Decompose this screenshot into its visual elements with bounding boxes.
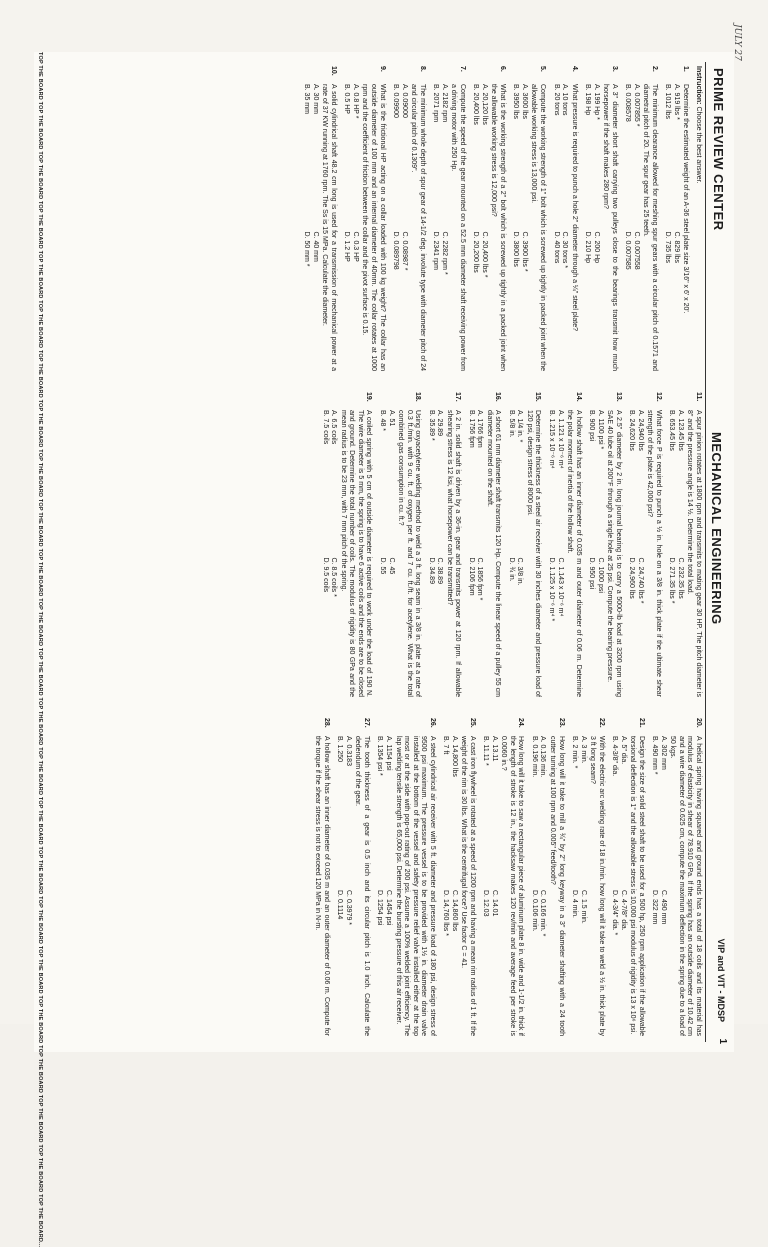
page-number: 1: [717, 1038, 728, 1044]
answer-choices: [481, 736, 498, 1036]
question-text: A 2.5" diameter by 2 in. long journal bearing is to carry a 5000-lb load at 3200 rpm using SAE 40 lube oil at 200°F through a single hole at 25 psi. Compute the bearing pressure.: [606, 410, 622, 697]
answer-choice: D. 40 tons: [552, 231, 560, 264]
answer-choice: D. 735 lbs: [664, 231, 672, 264]
answer-choice: C. 0.08987 *: [400, 231, 408, 271]
answer-choice: D. 2341 rpm: [432, 231, 440, 271]
answer-choice: D. 322 mm: [651, 890, 659, 925]
answer-choice: C. 14,860 lbs: [450, 890, 458, 932]
answer-choice: A. 1100 psi *: [596, 410, 604, 450]
answer-choice: A. 5" dia.: [619, 736, 627, 765]
question-text: Determine the thickness of a steel air receiver with 30 inches diameter and pressure load of 120 psi, design stress of 8000 psi.: [525, 410, 542, 697]
answer-choice: C. 30 tons *: [561, 231, 569, 269]
answer-choices: [320, 410, 337, 697]
question-body: [570, 736, 605, 1036]
question-number: 7.: [458, 66, 466, 72]
answer-choice: C. 0.166 min. *: [539, 890, 547, 937]
answer-choice: D. 24,960 lbs: [628, 557, 636, 599]
question-number: 17.: [454, 392, 462, 402]
question-item: [441, 718, 476, 1036]
answer-choice: D. 12.03: [482, 890, 490, 917]
question-text: A 2 in. solid shaft is driven by a 36-in. gear and transmits power at 120 rpm. If allowable shearing stress is 12 ksi, what horsepower can be transmitted?: [445, 410, 462, 697]
question-number: 28.: [322, 718, 330, 728]
answer-choice: A. 0.09000: [400, 84, 408, 118]
answer-choice: A. 1766 fpm: [476, 410, 484, 448]
column-2: [315, 392, 702, 697]
answer-choices: [377, 410, 394, 697]
question-number: 15.: [534, 392, 542, 402]
question-text: A short 61 mm diameter shaft transmits 120 Hp. Compute the linear speed of a pulley 55 cm diameter mounted on the shaft.: [485, 410, 502, 697]
question-item: [650, 718, 702, 1036]
question-text: The tooth thickness of a gear is 0.5 inch and its circular pitch is 1.0 inch. Calculate the dedendum of the gear.: [354, 736, 370, 1036]
question-item: [551, 66, 578, 371]
question-number: 25.: [468, 718, 476, 728]
answer-choice: C. 0.3 HP: [351, 231, 359, 262]
question-body: [377, 410, 421, 697]
question-body: [391, 84, 426, 371]
question-text: With the electric arc welding rate of 18 in./min. how long will it take to weld a ½ in. thick plate by 3 ft long seam?: [589, 736, 605, 1036]
answer-choices: [506, 410, 523, 697]
question-item: [377, 392, 421, 697]
answer-choice: C. 20,400 lbs *: [480, 231, 488, 278]
answer-choices: [466, 410, 483, 697]
answer-choice: A. 13.11: [490, 736, 498, 762]
answer-choice: A. 6.5 coils: [330, 410, 338, 445]
answer-choice: D. 14,760 lbs *: [442, 890, 450, 936]
question-text: Design the size of solid steel shaft to be used for a 500 hp, 250 rpm application if the allowable torsional deflection is 1° and the allowable stress is 10,000 psi modulus of rigidity is 13 x 10⁶ psi.: [629, 736, 645, 1036]
answer-choice: C. 200 Hp: [592, 231, 600, 264]
footer-banner: TOP THE BOARD TOP THE BOARD TOP THE BOARD TOP THE BOARD TOP THE BOARD TOP THE BOARD TOP THE BOARD TOP THE BOARD TOP THE BOARD TOP THE BOARD TOP THE BOARD TOP THE BOARD TOP THE BOARD TOP THE BOARD TOP THE BOARD TOP THE BOARD TOP THE BOARD TOP THE BOARD TOP THE BOARD TOP THE BOARD TOP THE BOARD TOP THE BOARD TOP THE BOARD TOP THE BOARD...: [36, 52, 43, 1247]
answer-choice: B. 1.250: [336, 736, 344, 763]
answer-choice: B. 0.09900: [392, 84, 400, 118]
answer-choice: A. 14,800 lbs: [450, 736, 458, 777]
answer-choice: A. 1.121 x 10⁻⁶ m⁴: [556, 410, 564, 469]
answer-choice: A. 0.007855 *: [632, 84, 640, 127]
answer-choice: D. 55: [379, 557, 386, 575]
instruction-label: Instruction:: [695, 66, 702, 105]
answer-choice: D. 0.1114: [336, 890, 344, 920]
answer-choice: D. 950 psi: [588, 557, 596, 590]
answer-choice: C. 490 mm: [659, 890, 667, 925]
answer-choices: [587, 410, 604, 697]
answer-choices: [627, 410, 644, 697]
answer-choice: B. 7 ft: [442, 736, 450, 755]
question-body: [481, 736, 525, 1036]
question-body: [663, 84, 690, 371]
question-number: 1.: [682, 66, 690, 72]
answer-choice: B. 5/8 in.: [507, 410, 515, 438]
answer-choices: [302, 84, 319, 371]
question-item: [391, 66, 426, 371]
answer-choices: [375, 736, 392, 1036]
answer-choice: D. 210 Hp: [584, 231, 592, 264]
question-item: [302, 66, 337, 371]
answer-choice: B. 1.215 x 10⁻⁶ m⁴: [548, 410, 556, 469]
question-item: [471, 66, 506, 371]
question-item: [431, 66, 466, 371]
question-text: Compute the speed of the gear mounted on a 52.5 mm diameter shaft receiving power from a driving motor with 250 Hp.: [450, 84, 466, 371]
answer-choice: D. 271.35 lbs *: [668, 557, 676, 604]
center-name: PRIME REVIEW CENTER: [711, 68, 726, 231]
answer-choice: A. 24,940 lbs: [636, 410, 644, 451]
answer-choice: B. 11.11 *: [482, 736, 490, 766]
answer-choice: A. 3600 lbs: [520, 84, 528, 120]
question-number: 10.: [329, 66, 337, 76]
answer-choice: B. 0.196 min.: [530, 736, 538, 778]
answer-choice: C. 1856 fpm *: [476, 557, 484, 601]
question-number: 18.: [414, 392, 422, 402]
answer-choice: A. 29.89: [436, 410, 444, 437]
answer-choice: C. 1.143 x 10⁻⁶ m⁴: [556, 557, 564, 617]
answer-choice: D. 9.5 coils: [321, 557, 329, 593]
question-item: [481, 718, 525, 1036]
answer-choice: B. 0.5 HP: [343, 84, 351, 114]
question-item: [667, 392, 702, 697]
answer-choice: B. 35.89 *: [427, 410, 435, 441]
answer-choice: B. 2 min. *: [571, 736, 579, 769]
question-item: [610, 718, 645, 1036]
question-text: A steel cylindrical air receiver with 5 ft. diameter and pressure load of 180 psi, design stress of 9500 psi maximum. The pressure vessel is to be provided with 1½ in. diameter drain valve installed at the bottom of the vessel and safety pressure relief valve installed either at the top most or at the side with pop-out rating of 200 psi. Assume a 100% welded joint efficiency. The lap welding tensile strength is 65,000 psi. Determine the bursting pressure of this air receiver.: [394, 736, 436, 1036]
answer-choice: A. 3 min.: [579, 736, 587, 764]
question-number: 26.: [428, 718, 436, 728]
question-text: A coiled spring with 5 cm of outside diameter is required to work under the load of 190 N. The wire diameter is 5 mm, the spring is to have 6 active coils and the ends are to be closed and ground. Determine the total number of coils. The modulus of rigidity is 80 GPa and the mean radius is to be 23 mm, with 7 mm pitch of the spring.: [339, 410, 373, 697]
question-body: [342, 84, 386, 371]
question-text: The minimum clearance allowed for meshing spur gears with a circular pitch of 0.1571 and diametral pitch of 20. The spur gear has 25 teeth.: [642, 84, 658, 371]
answer-choice: C. 45: [387, 557, 395, 575]
question-number: 14.: [574, 392, 582, 402]
answer-choice: D. 1.125 x 10⁻⁶ m⁴ *: [548, 557, 556, 622]
question-number: 24.: [517, 718, 525, 728]
question-item: [426, 392, 461, 697]
answer-choice: A. 0.8 HP *: [351, 84, 359, 119]
question-text: Determine the estimated weight of an A-36 steel plate size 3/16" x 6' x 20'.: [682, 84, 690, 314]
question-body: [320, 410, 372, 697]
answer-choice: A. 30 mm: [311, 84, 319, 114]
question-number: 13.: [614, 392, 622, 402]
answer-choice: D. 34.89: [427, 557, 435, 584]
question-item: [466, 392, 501, 697]
answer-choice: B. 490 mm *: [651, 736, 659, 775]
question-item: [313, 718, 330, 1036]
answer-choice: B. 48 *: [379, 410, 386, 432]
answer-choice: D. 0.007585: [624, 231, 632, 270]
answer-choice: D. 3800 lbs: [512, 231, 520, 267]
question-text: A cast iron flywheel is rotated at a speed of 1200 rpm and having a mean rim radius of 1 ft. If the weight of the rim is 30 lbs. What is the centrifugal force? Use factor C = 41.: [460, 736, 476, 1036]
answer-choice: A. 10 tons: [561, 84, 569, 116]
answer-choices: [471, 84, 488, 371]
answer-choice: A. 919 lbs *: [672, 84, 680, 120]
question-text: A hollow shaft has an inner diameter of 0.035 m and an outer diameter of 0.06 m. Compute for the torque if the shear stress is not to exceed 120 MPa in N-m.: [314, 736, 330, 1036]
question-text: How long will it take to saw a rectangular piece of aluminum plate 8 in. wide and 1-1/2 in. thick if the length of stroke is 12 in., the hacksaw makes 120 rev/min and average feed per stroke is 0.0060 in.?: [500, 736, 525, 1036]
question-text: What force P is required to punch a ½ in. hole on a 3/8 in. thick plate if the ultimate shear strength of the plate is 42,000 psi?: [646, 410, 662, 697]
question-body: [627, 410, 662, 697]
answer-choices: [551, 84, 568, 371]
answer-choices: [583, 84, 600, 371]
answer-choice: A. 2182 rpm: [440, 84, 448, 123]
answer-choice: B. 1756 fpm: [467, 410, 475, 448]
answer-choice: C. 0.3979 *: [344, 890, 352, 926]
answer-choice: C. 3900 lbs *: [520, 231, 528, 272]
column-3: [308, 718, 702, 1036]
question-body: [302, 84, 337, 371]
question-item: [529, 718, 564, 1036]
question-item: [570, 718, 605, 1036]
instruction-text: Choose the best answer.: [695, 106, 702, 184]
answer-choice: B. 20 tons: [552, 84, 560, 116]
answer-choice: D. 2106 fpm: [467, 557, 475, 596]
question-body: [471, 84, 506, 371]
answer-choice: A. 0.3183: [344, 736, 352, 766]
question-number: 19.: [365, 392, 373, 402]
answer-choices: [342, 84, 359, 371]
answer-choice: C. 1000 psi: [596, 557, 604, 593]
question-body: [623, 84, 658, 371]
answer-choice: B. 4-3/8" dia.: [611, 736, 619, 777]
question-item: [627, 392, 662, 697]
answer-choice: A. 51: [387, 410, 395, 427]
question-number: 3.: [610, 66, 618, 72]
answer-choice: C. 38.89: [436, 557, 444, 584]
question-item: [506, 392, 541, 697]
answer-choice: D. 4-3/4" dia. *: [611, 890, 619, 936]
answer-choice: D. 20,200 lbs: [472, 231, 480, 273]
question-body: [551, 84, 578, 371]
question-text: A solid cylindrical shaft 48.2 cm long is used for a transmission of mechanical power at a rate of 37 KW running at 1760 rpm. The Ss is 15 MPa. Calculate the diameter.: [321, 84, 337, 371]
answer-choices: [650, 736, 667, 1036]
answer-choice: B. 35 mm: [303, 84, 311, 114]
answer-choice: C. 1.5 min.: [579, 890, 587, 924]
question-body: [431, 84, 466, 371]
question-item: [663, 66, 690, 371]
question-text: The minimum whole depth of spur gear of 14-1/2 deg. involute type with diameter pitch of 24 and circular pitch of 0.1309".: [410, 84, 426, 371]
question-text: A helical spring having squared and ground ends has a total of 18 coils and its material has modulus of elasticity in shear of 78.910 GPa. If the spring has an outside diameter of 10.42 cm and a wire diameter of 0.625 cm, compute the maximum deflection in the spring due to a load of 50 kgs.: [669, 736, 702, 1036]
answer-choice: C. 232.35 lbs: [676, 557, 684, 599]
answer-choice: C. 0.007558: [632, 231, 640, 270]
question-number: 12.: [654, 392, 662, 402]
question-body: [583, 84, 618, 371]
question-text: A spur pinion rotates at 1800 rpm and transmits to mating gear 30 HP. The pitch diameter is 8" and the pressure angle is 14 ½. Determine the total load.: [686, 410, 702, 697]
question-item: [375, 718, 436, 1036]
question-body: [375, 736, 436, 1036]
question-body: [529, 736, 564, 1036]
answer-choice: B. 1354 psi *: [376, 736, 384, 776]
question-number: 27.: [362, 718, 370, 728]
answer-choices: [547, 410, 564, 697]
answer-choice: B. 20,400 lbs: [472, 84, 480, 125]
question-body: [667, 410, 702, 697]
answer-choices: [431, 84, 448, 371]
question-item: [583, 66, 618, 371]
handwritten-date: JULY 27: [732, 24, 742, 61]
question-text: A hollow shaft has an inner diameter of 0.035 m and outer diameter of 0.06 m. Determine the polar moment of inertia of the hollow shaft.: [566, 410, 582, 697]
instruction: [693, 66, 702, 371]
answer-choice: D. 1.2 HP: [343, 231, 351, 262]
question-text: A 3" diameter short shaft carrying two pulleys close to the bearings transmit how much horsepower if the shaft makes 280 rpm?: [602, 84, 618, 371]
answer-choice: D. 0.106 min.: [530, 890, 538, 932]
question-item: [335, 718, 370, 1036]
question-number: 6.: [498, 66, 506, 72]
answer-choice: B. 3950 lbs: [512, 84, 520, 120]
answer-choices: [663, 84, 680, 371]
answer-choice: B. 0.008578: [624, 84, 632, 122]
answer-choice: B. 7.5 coils: [321, 410, 329, 445]
answer-choices: [441, 736, 458, 1036]
answer-choices: [667, 410, 684, 697]
question-text: Compute the working strength of 1" bolt which is screwed up tightly in packed joint when the allowable working stress is 13,000 psi.: [530, 84, 547, 371]
answer-choices: [529, 736, 546, 1036]
answer-choice: D. 1254 psi: [376, 890, 384, 926]
question-number: 8.: [418, 66, 426, 72]
answer-choices: [610, 736, 627, 1036]
answer-choice: C. 14.01: [490, 890, 498, 917]
question-text: How long will it take to mill a ¾" by 2" long keyway in a 3" diameter shafting with a 24 tooth cutter turning at 100 rpm and 0.005" feed/tooth?: [549, 736, 565, 1036]
answer-choice: D. 0.089798: [392, 231, 400, 270]
question-number: 16.: [494, 392, 502, 402]
answer-choice: A. 1/4 in. *: [516, 410, 524, 443]
question-text: Using oxyacetylene welding method to weld a 3 ft. long seam in a 3/8 in. plate at a rate of 0.3 ft./min. with 9 cu. ft. of oxygen per ft. and 7 cu. ft./ft. for acetylene. What is the total combined gas consumption in cu. ft.?: [397, 410, 422, 697]
question-item: [342, 66, 386, 371]
answer-choices: [570, 736, 587, 1036]
question-number: 2.: [650, 66, 658, 72]
answer-choice: B. 2071 rpm: [432, 84, 440, 123]
answer-choice: C. 40 mm: [311, 231, 319, 262]
question-body: [335, 736, 370, 1036]
question-item: [320, 392, 372, 697]
question-text: What is the frictional HP acting on a collar loaded with 100 kg weight? The collar has an outside diameter of 100 mm and an internal diameter of 40mm. The collar rotates at 1000 rpm and the coefficient of friction between the collar and the pivot surface is 0.15.: [361, 84, 386, 371]
answer-choice: D. 4 min.: [571, 890, 579, 919]
question-number: 21.: [637, 718, 645, 728]
question-number: 4.: [570, 66, 578, 72]
answer-choice: C. 2282 rpm *: [440, 231, 448, 275]
answer-choice: A. 1154 psi: [385, 736, 392, 771]
question-item: [623, 66, 658, 371]
answer-choice: C. 1454 psi: [385, 890, 392, 926]
question-number: 23.: [557, 718, 565, 728]
question-item: [547, 392, 582, 697]
answer-choice: A. 20,120 lbs: [480, 84, 488, 125]
question-number: 20.: [695, 718, 702, 728]
answer-choice: A. 199 Hp *: [592, 84, 600, 120]
question-body: [610, 736, 645, 1036]
answer-choice: A. 302 mm: [659, 736, 667, 770]
question-number: 11.: [695, 392, 702, 402]
section-code: VIP and VIT - MDSP: [716, 938, 726, 1022]
question-text: What pressure is required to punch a hole 2" diameter through a ¼" steel plate?: [570, 84, 578, 332]
question-body: [511, 84, 546, 371]
answer-choice: C. 4-7/8" dia.: [619, 890, 627, 931]
header-rule: [705, 62, 706, 1042]
answer-choice: C. 8.5 coils *: [330, 557, 338, 597]
answer-choice: B. 900 psi: [588, 410, 596, 442]
answer-choice: A. 0.136 min.: [539, 736, 547, 778]
question-text: What is the working strength of a 2" bolt which is screwed up tightly in a packed joint when the allowable working stress is 12,000 psi?: [490, 84, 506, 371]
answer-choices: [426, 410, 443, 697]
answer-choice: B. 1012 lbs: [664, 84, 672, 120]
subject-title: MECHANICAL ENGINEERING: [709, 432, 724, 625]
answer-choice: C. 24,740 lbs *: [636, 557, 644, 604]
question-item: [587, 392, 622, 697]
question-number: 5.: [539, 66, 547, 72]
answer-choices: [511, 84, 528, 371]
answer-choice: D. 50 mm *: [303, 231, 311, 267]
answer-choice: C. 3/8 in.: [516, 557, 524, 586]
question-item: [511, 66, 546, 371]
answer-choices: [623, 84, 640, 371]
question-body: [441, 736, 476, 1036]
answer-choice: B. 198 Hp: [584, 84, 592, 116]
answer-choice: D. ¾ in.: [507, 557, 515, 582]
question-body: [466, 410, 501, 697]
exam-sheet: [34, 24, 742, 1247]
answer-choice: C. 829 lbs: [672, 231, 680, 264]
question-body: [547, 410, 582, 697]
question-body: [313, 736, 330, 1036]
question-number: 9.: [378, 66, 386, 72]
column-1: [297, 66, 702, 371]
question-body: [587, 410, 622, 697]
answer-choices: [335, 736, 352, 1036]
answer-choice: A. 123.45 lbs: [676, 410, 684, 451]
question-body: [426, 410, 461, 697]
question-number: 22.: [597, 718, 605, 728]
question-body: [650, 736, 702, 1036]
answer-choice: B. 24,620 lbs: [628, 410, 636, 451]
answer-choice: B. 653.45 lbs: [668, 410, 676, 451]
answer-choices: [391, 84, 408, 371]
question-body: [506, 410, 541, 697]
